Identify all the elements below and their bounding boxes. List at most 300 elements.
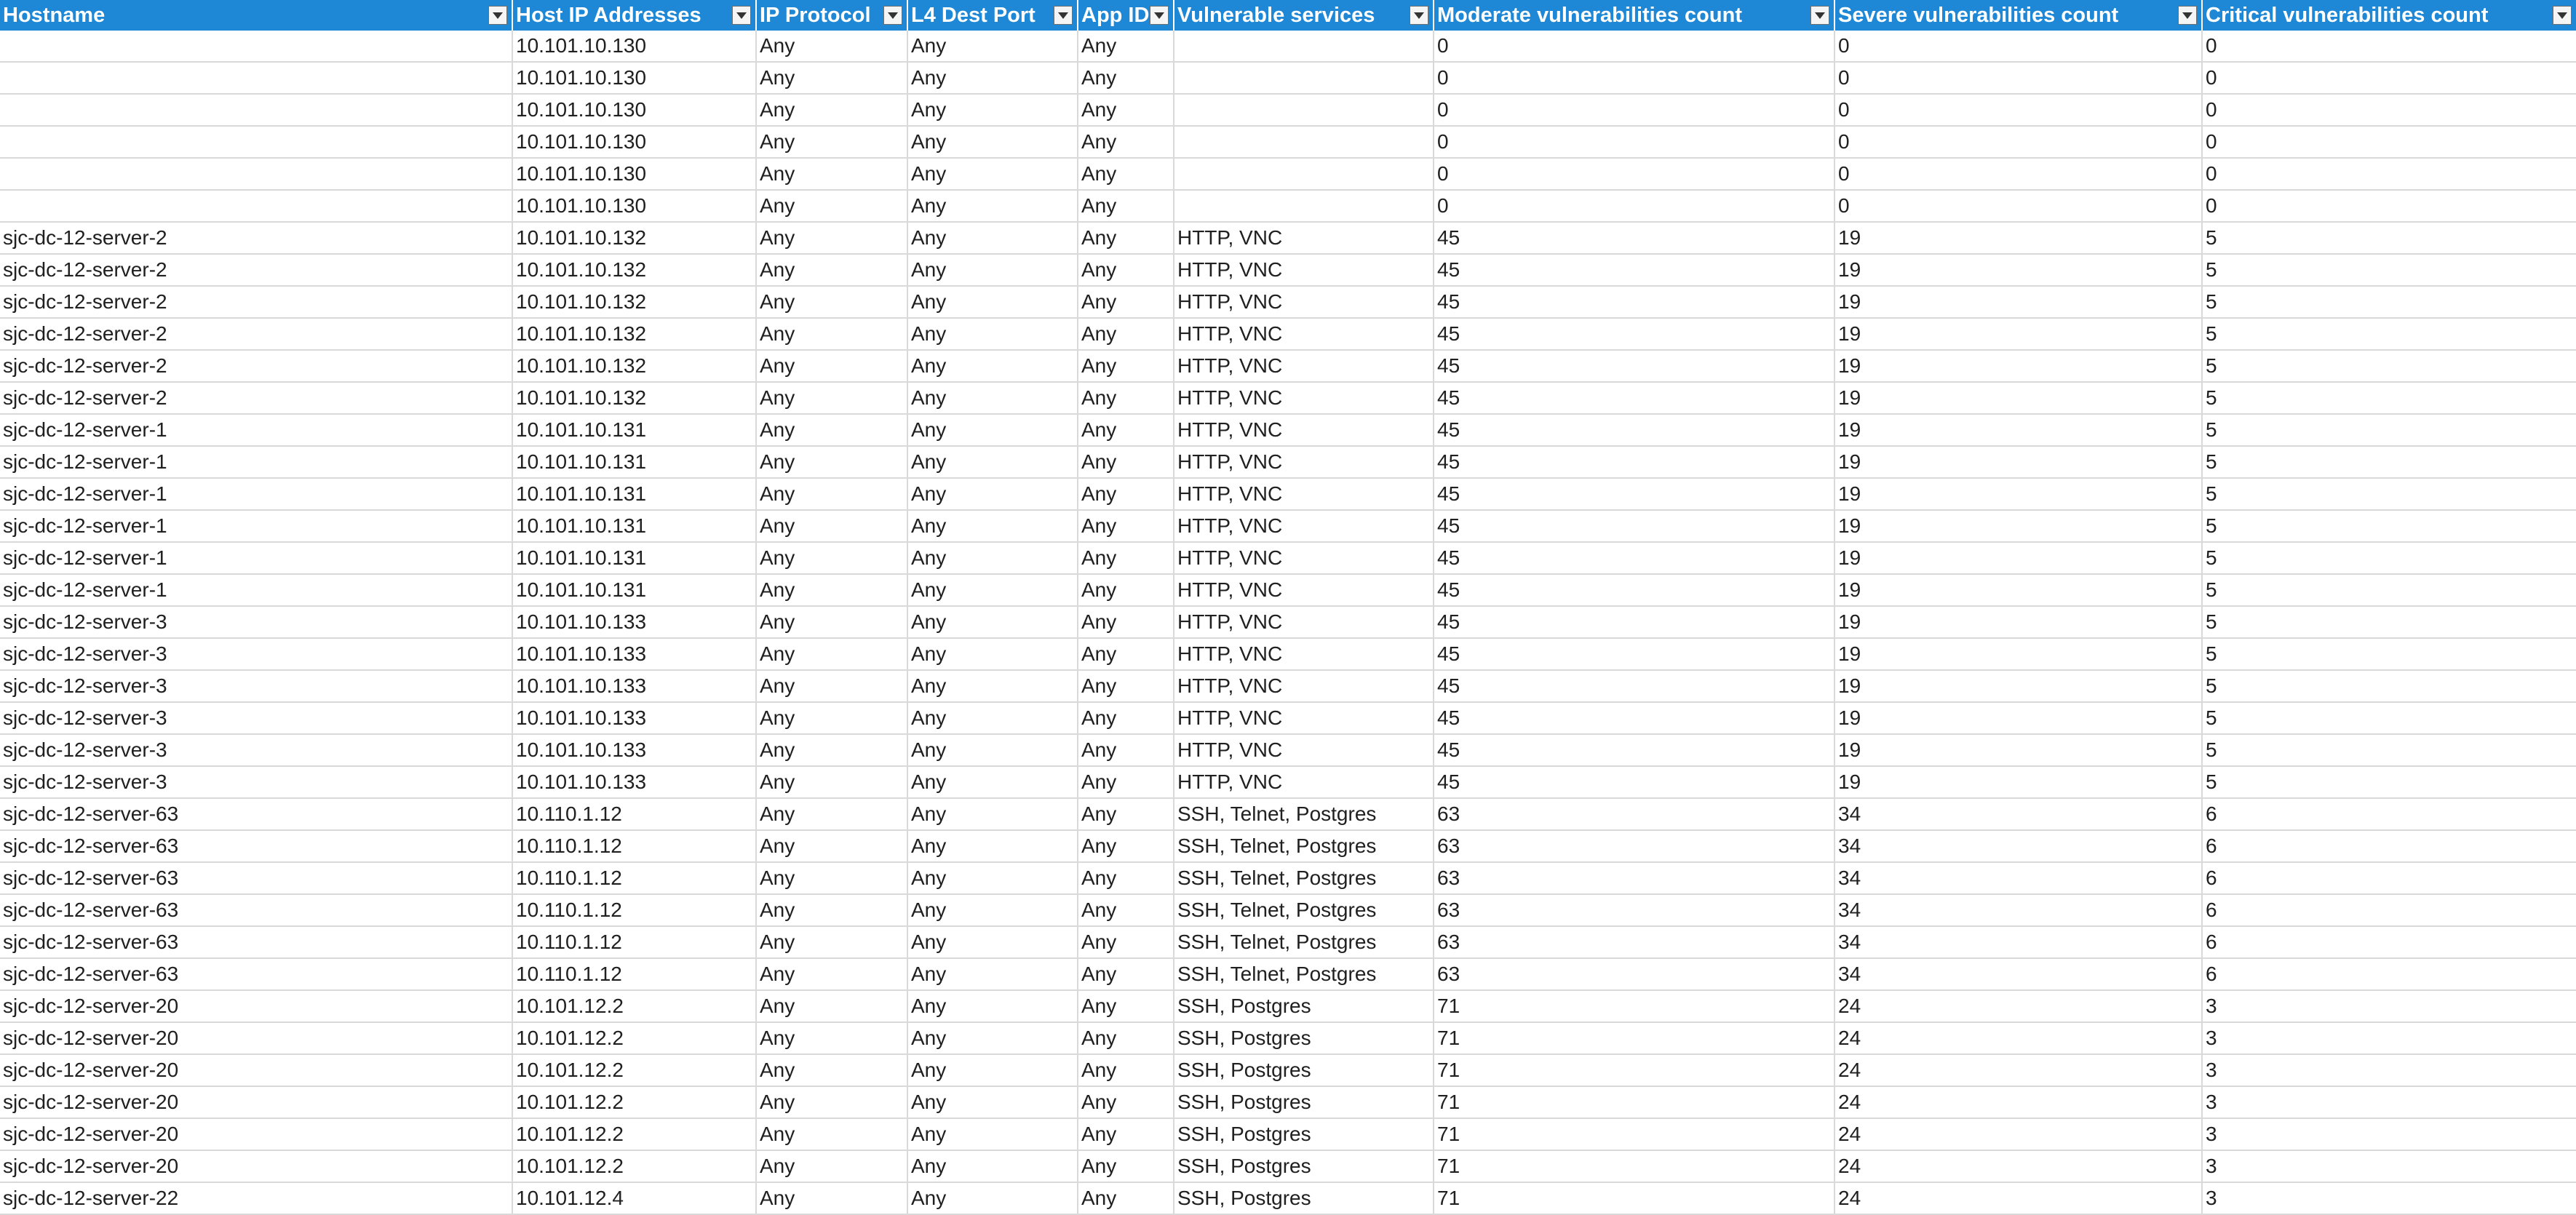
filter-dropdown-icon[interactable]: [732, 6, 751, 25]
table-cell[interactable]: Any: [757, 703, 908, 735]
table-cell[interactable]: Any: [1078, 1183, 1174, 1215]
table-cell[interactable]: 10.101.10.133: [513, 607, 757, 639]
table-cell[interactable]: 19: [1835, 255, 2203, 287]
table-cell[interactable]: Any: [1078, 351, 1174, 383]
table-cell[interactable]: 71: [1434, 1023, 1835, 1055]
table-cell[interactable]: 71: [1434, 1055, 1835, 1087]
table-cell[interactable]: [1174, 95, 1434, 127]
table-cell[interactable]: Any: [757, 1183, 908, 1215]
table-cell[interactable]: 3: [2203, 1055, 2576, 1087]
table-cell[interactable]: SSH, Telnet, Postgres: [1174, 927, 1434, 959]
table-cell[interactable]: 5: [2203, 543, 2576, 575]
table-cell[interactable]: [0, 127, 513, 159]
table-cell[interactable]: Any: [908, 1183, 1078, 1215]
table-cell[interactable]: HTTP, VNC: [1174, 575, 1434, 607]
table-cell[interactable]: 0: [1835, 159, 2203, 191]
table-cell[interactable]: Any: [1078, 1087, 1174, 1119]
table-cell[interactable]: 0: [2203, 159, 2576, 191]
table-cell[interactable]: [1174, 159, 1434, 191]
table-cell[interactable]: Any: [1078, 95, 1174, 127]
table-cell[interactable]: Any: [1078, 1151, 1174, 1183]
table-cell[interactable]: 10.110.1.12: [513, 927, 757, 959]
table-cell[interactable]: Any: [908, 1151, 1078, 1183]
table-cell[interactable]: SSH, Postgres: [1174, 1055, 1434, 1087]
table-cell[interactable]: Any: [1078, 735, 1174, 767]
table-cell[interactable]: 10.101.10.130: [513, 159, 757, 191]
table-cell[interactable]: 10.110.1.12: [513, 799, 757, 831]
table-cell[interactable]: Any: [757, 159, 908, 191]
table-cell[interactable]: 0: [1434, 31, 1835, 63]
table-cell[interactable]: Any: [757, 1151, 908, 1183]
table-cell[interactable]: sjc-dc-12-server-20: [0, 1055, 513, 1087]
table-cell[interactable]: 10.101.10.130: [513, 191, 757, 223]
table-cell[interactable]: 3: [2203, 1087, 2576, 1119]
table-cell[interactable]: 19: [1835, 383, 2203, 415]
table-cell[interactable]: 6: [2203, 799, 2576, 831]
table-cell[interactable]: Any: [757, 799, 908, 831]
table-cell[interactable]: Any: [757, 383, 908, 415]
table-cell[interactable]: Any: [908, 831, 1078, 863]
table-cell[interactable]: 0: [2203, 63, 2576, 95]
table-cell[interactable]: Any: [908, 927, 1078, 959]
table-cell[interactable]: Any: [1078, 607, 1174, 639]
table-cell[interactable]: 19: [1835, 415, 2203, 447]
table-cell[interactable]: 10.101.10.133: [513, 767, 757, 799]
table-cell[interactable]: 71: [1434, 1119, 1835, 1151]
table-cell[interactable]: Any: [908, 735, 1078, 767]
table-cell[interactable]: HTTP, VNC: [1174, 479, 1434, 511]
table-cell[interactable]: 63: [1434, 831, 1835, 863]
table-cell[interactable]: 0: [1835, 95, 2203, 127]
table-cell[interactable]: 24: [1835, 1087, 2203, 1119]
table-cell[interactable]: 45: [1434, 703, 1835, 735]
table-cell[interactable]: sjc-dc-12-server-2: [0, 223, 513, 255]
table-cell[interactable]: HTTP, VNC: [1174, 287, 1434, 319]
table-cell[interactable]: 3: [2203, 1183, 2576, 1215]
table-cell[interactable]: 10.101.10.133: [513, 735, 757, 767]
table-cell[interactable]: Any: [757, 927, 908, 959]
table-cell[interactable]: Any: [908, 639, 1078, 671]
table-cell[interactable]: SSH, Postgres: [1174, 1183, 1434, 1215]
table-cell[interactable]: [0, 95, 513, 127]
column-header-moderate-count[interactable]: [1434, 0, 1835, 31]
table-cell[interactable]: SSH, Postgres: [1174, 1119, 1434, 1151]
table-cell[interactable]: 45: [1434, 479, 1835, 511]
table-cell[interactable]: Any: [757, 831, 908, 863]
table-cell[interactable]: [0, 31, 513, 63]
table-cell[interactable]: 10.101.10.133: [513, 639, 757, 671]
column-header-ip-protocol[interactable]: [757, 0, 908, 31]
table-cell[interactable]: 10.101.10.131: [513, 511, 757, 543]
table-cell[interactable]: Any: [1078, 191, 1174, 223]
table-cell[interactable]: sjc-dc-12-server-2: [0, 383, 513, 415]
table-cell[interactable]: Any: [1078, 223, 1174, 255]
table-cell[interactable]: 71: [1434, 1151, 1835, 1183]
table-cell[interactable]: Any: [757, 639, 908, 671]
table-cell[interactable]: HTTP, VNC: [1174, 735, 1434, 767]
table-cell[interactable]: sjc-dc-12-server-20: [0, 1023, 513, 1055]
table-cell[interactable]: [0, 159, 513, 191]
table-cell[interactable]: Any: [908, 95, 1078, 127]
table-cell[interactable]: Any: [908, 607, 1078, 639]
table-cell[interactable]: HTTP, VNC: [1174, 671, 1434, 703]
table-cell[interactable]: Any: [1078, 319, 1174, 351]
table-cell[interactable]: 5: [2203, 351, 2576, 383]
table-cell[interactable]: 10.101.10.131: [513, 415, 757, 447]
table-cell[interactable]: Any: [757, 479, 908, 511]
table-cell[interactable]: 0: [1434, 159, 1835, 191]
table-cell[interactable]: 3: [2203, 991, 2576, 1023]
table-cell[interactable]: Any: [1078, 31, 1174, 63]
table-cell[interactable]: 0: [2203, 95, 2576, 127]
table-cell[interactable]: 5: [2203, 447, 2576, 479]
table-cell[interactable]: Any: [908, 383, 1078, 415]
table-cell[interactable]: sjc-dc-12-server-3: [0, 767, 513, 799]
table-cell[interactable]: 19: [1835, 671, 2203, 703]
table-cell[interactable]: 10.101.10.133: [513, 703, 757, 735]
table-cell[interactable]: Any: [1078, 479, 1174, 511]
table-cell[interactable]: sjc-dc-12-server-3: [0, 607, 513, 639]
table-cell[interactable]: sjc-dc-12-server-1: [0, 511, 513, 543]
filter-dropdown-icon[interactable]: [2178, 6, 2197, 25]
table-cell[interactable]: 45: [1434, 383, 1835, 415]
table-cell[interactable]: Any: [757, 959, 908, 991]
table-cell[interactable]: 0: [1835, 191, 2203, 223]
table-cell[interactable]: HTTP, VNC: [1174, 383, 1434, 415]
table-cell[interactable]: 19: [1835, 287, 2203, 319]
table-cell[interactable]: [1174, 127, 1434, 159]
table-cell[interactable]: 19: [1835, 543, 2203, 575]
table-cell[interactable]: sjc-dc-12-server-1: [0, 479, 513, 511]
table-cell[interactable]: 5: [2203, 415, 2576, 447]
table-cell[interactable]: Any: [1078, 127, 1174, 159]
table-cell[interactable]: Any: [908, 223, 1078, 255]
table-cell[interactable]: Any: [757, 447, 908, 479]
table-cell[interactable]: 10.101.10.131: [513, 575, 757, 607]
table-cell[interactable]: Any: [1078, 799, 1174, 831]
table-cell[interactable]: Any: [757, 31, 908, 63]
table-cell[interactable]: sjc-dc-12-server-2: [0, 319, 513, 351]
table-cell[interactable]: Any: [908, 415, 1078, 447]
table-cell[interactable]: 34: [1835, 895, 2203, 927]
table-cell[interactable]: 45: [1434, 255, 1835, 287]
table-cell[interactable]: 19: [1835, 223, 2203, 255]
table-cell[interactable]: 0: [1434, 95, 1835, 127]
table-cell[interactable]: 10.101.10.131: [513, 543, 757, 575]
table-cell[interactable]: Any: [757, 63, 908, 95]
table-cell[interactable]: 45: [1434, 671, 1835, 703]
table-cell[interactable]: 0: [2203, 31, 2576, 63]
table-cell[interactable]: 5: [2203, 639, 2576, 671]
table-cell[interactable]: 5: [2203, 671, 2576, 703]
table-cell[interactable]: 10.101.10.130: [513, 95, 757, 127]
table-cell[interactable]: [1174, 63, 1434, 95]
table-cell[interactable]: 10.101.10.132: [513, 287, 757, 319]
table-cell[interactable]: Any: [757, 127, 908, 159]
table-cell[interactable]: 19: [1835, 319, 2203, 351]
table-cell[interactable]: Any: [757, 991, 908, 1023]
table-cell[interactable]: 63: [1434, 895, 1835, 927]
table-cell[interactable]: HTTP, VNC: [1174, 607, 1434, 639]
table-cell[interactable]: 19: [1835, 575, 2203, 607]
table-cell[interactable]: 45: [1434, 287, 1835, 319]
table-cell[interactable]: 34: [1835, 959, 2203, 991]
table-cell[interactable]: SSH, Telnet, Postgres: [1174, 895, 1434, 927]
table-cell[interactable]: 0: [1434, 191, 1835, 223]
table-cell[interactable]: 45: [1434, 607, 1835, 639]
table-cell[interactable]: 10.101.10.133: [513, 671, 757, 703]
table-cell[interactable]: 34: [1835, 927, 2203, 959]
table-cell[interactable]: Any: [1078, 1055, 1174, 1087]
table-cell[interactable]: 5: [2203, 319, 2576, 351]
table-cell[interactable]: Any: [1078, 159, 1174, 191]
table-cell[interactable]: SSH, Telnet, Postgres: [1174, 863, 1434, 895]
table-cell[interactable]: Any: [908, 991, 1078, 1023]
table-cell[interactable]: Any: [757, 191, 908, 223]
table-cell[interactable]: 19: [1835, 447, 2203, 479]
column-header-critical-count[interactable]: [2203, 0, 2576, 31]
table-cell[interactable]: 24: [1835, 1055, 2203, 1087]
table-cell[interactable]: Any: [757, 351, 908, 383]
table-cell[interactable]: 0: [1434, 63, 1835, 95]
table-cell[interactable]: 6: [2203, 959, 2576, 991]
table-cell[interactable]: 19: [1835, 351, 2203, 383]
table-cell[interactable]: 71: [1434, 1087, 1835, 1119]
table-cell[interactable]: Any: [1078, 831, 1174, 863]
table-cell[interactable]: 6: [2203, 895, 2576, 927]
table-cell[interactable]: Any: [908, 703, 1078, 735]
table-cell[interactable]: sjc-dc-12-server-3: [0, 671, 513, 703]
table-cell[interactable]: sjc-dc-12-server-63: [0, 831, 513, 863]
table-cell[interactable]: 3: [2203, 1151, 2576, 1183]
table-cell[interactable]: Any: [908, 1087, 1078, 1119]
table-cell[interactable]: 5: [2203, 223, 2576, 255]
table-cell[interactable]: 10.101.12.4: [513, 1183, 757, 1215]
table-cell[interactable]: HTTP, VNC: [1174, 255, 1434, 287]
table-cell[interactable]: sjc-dc-12-server-22: [0, 1183, 513, 1215]
table-cell[interactable]: sjc-dc-12-server-1: [0, 575, 513, 607]
table-cell[interactable]: 5: [2203, 383, 2576, 415]
table-cell[interactable]: Any: [1078, 447, 1174, 479]
table-cell[interactable]: Any: [908, 63, 1078, 95]
table-cell[interactable]: 5: [2203, 767, 2576, 799]
table-cell[interactable]: 5: [2203, 703, 2576, 735]
filter-dropdown-icon[interactable]: [1410, 6, 1428, 25]
table-cell[interactable]: 0: [1434, 127, 1835, 159]
table-cell[interactable]: 10.110.1.12: [513, 863, 757, 895]
table-cell[interactable]: 10.101.10.130: [513, 127, 757, 159]
table-cell[interactable]: 5: [2203, 479, 2576, 511]
table-cell[interactable]: 45: [1434, 735, 1835, 767]
table-cell[interactable]: sjc-dc-12-server-1: [0, 543, 513, 575]
table-cell[interactable]: Any: [757, 1055, 908, 1087]
table-cell[interactable]: sjc-dc-12-server-63: [0, 895, 513, 927]
table-cell[interactable]: 71: [1434, 991, 1835, 1023]
table-cell[interactable]: HTTP, VNC: [1174, 351, 1434, 383]
table-cell[interactable]: Any: [1078, 863, 1174, 895]
table-cell[interactable]: 5: [2203, 511, 2576, 543]
table-cell[interactable]: 0: [2203, 127, 2576, 159]
table-cell[interactable]: 45: [1434, 223, 1835, 255]
column-header-severe-count[interactable]: [1835, 0, 2203, 31]
table-cell[interactable]: 45: [1434, 319, 1835, 351]
table-cell[interactable]: 24: [1835, 1119, 2203, 1151]
table-cell[interactable]: Any: [1078, 415, 1174, 447]
table-cell[interactable]: Any: [757, 607, 908, 639]
table-cell[interactable]: 19: [1835, 479, 2203, 511]
table-cell[interactable]: HTTP, VNC: [1174, 511, 1434, 543]
table-cell[interactable]: HTTP, VNC: [1174, 703, 1434, 735]
table-cell[interactable]: Any: [1078, 703, 1174, 735]
table-cell[interactable]: sjc-dc-12-server-20: [0, 991, 513, 1023]
table-cell[interactable]: SSH, Postgres: [1174, 1023, 1434, 1055]
table-cell[interactable]: HTTP, VNC: [1174, 223, 1434, 255]
table-cell[interactable]: sjc-dc-12-server-63: [0, 799, 513, 831]
table-cell[interactable]: Any: [1078, 255, 1174, 287]
table-cell[interactable]: HTTP, VNC: [1174, 319, 1434, 351]
table-cell[interactable]: SSH, Telnet, Postgres: [1174, 831, 1434, 863]
table-cell[interactable]: 5: [2203, 287, 2576, 319]
table-cell[interactable]: SSH, Postgres: [1174, 1151, 1434, 1183]
table-cell[interactable]: 6: [2203, 863, 2576, 895]
table-cell[interactable]: sjc-dc-12-server-2: [0, 287, 513, 319]
table-cell[interactable]: Any: [757, 1119, 908, 1151]
table-cell[interactable]: Any: [1078, 383, 1174, 415]
table-cell[interactable]: sjc-dc-12-server-2: [0, 351, 513, 383]
table-cell[interactable]: 10.101.12.2: [513, 1151, 757, 1183]
table-cell[interactable]: 63: [1434, 799, 1835, 831]
table-cell[interactable]: Any: [757, 863, 908, 895]
filter-dropdown-icon[interactable]: [1150, 6, 1169, 25]
table-cell[interactable]: 45: [1434, 351, 1835, 383]
column-header-host-ip-addresses[interactable]: [513, 0, 757, 31]
table-cell[interactable]: 45: [1434, 447, 1835, 479]
table-cell[interactable]: Any: [908, 799, 1078, 831]
table-cell[interactable]: sjc-dc-12-server-1: [0, 447, 513, 479]
table-cell[interactable]: Any: [757, 287, 908, 319]
table-cell[interactable]: Any: [1078, 511, 1174, 543]
table-cell[interactable]: Any: [757, 895, 908, 927]
column-header-app-id[interactable]: [1078, 0, 1174, 31]
table-cell[interactable]: [1174, 191, 1434, 223]
table-cell[interactable]: Any: [908, 863, 1078, 895]
table-cell[interactable]: 0: [1835, 31, 2203, 63]
table-cell[interactable]: 63: [1434, 959, 1835, 991]
table-cell[interactable]: sjc-dc-12-server-20: [0, 1151, 513, 1183]
table-cell[interactable]: SSH, Telnet, Postgres: [1174, 799, 1434, 831]
table-cell[interactable]: 10.101.12.2: [513, 1087, 757, 1119]
table-cell[interactable]: HTTP, VNC: [1174, 447, 1434, 479]
table-cell[interactable]: Any: [908, 159, 1078, 191]
table-cell[interactable]: Any: [757, 319, 908, 351]
table-cell[interactable]: 19: [1835, 735, 2203, 767]
table-cell[interactable]: Any: [908, 31, 1078, 63]
table-cell[interactable]: Any: [908, 959, 1078, 991]
table-cell[interactable]: Any: [908, 767, 1078, 799]
table-cell[interactable]: Any: [757, 223, 908, 255]
filter-dropdown-icon[interactable]: [2553, 6, 2572, 25]
table-cell[interactable]: Any: [1078, 575, 1174, 607]
table-cell[interactable]: 45: [1434, 639, 1835, 671]
table-cell[interactable]: 5: [2203, 607, 2576, 639]
table-cell[interactable]: sjc-dc-12-server-63: [0, 927, 513, 959]
table-cell[interactable]: 34: [1835, 863, 2203, 895]
filter-dropdown-icon[interactable]: [1054, 6, 1073, 25]
table-cell[interactable]: sjc-dc-12-server-3: [0, 639, 513, 671]
filter-dropdown-icon[interactable]: [883, 6, 902, 25]
table-cell[interactable]: 10.110.1.12: [513, 959, 757, 991]
table-cell[interactable]: 10.101.12.2: [513, 1119, 757, 1151]
table-cell[interactable]: 34: [1835, 799, 2203, 831]
table-cell[interactable]: 24: [1835, 1023, 2203, 1055]
table-cell[interactable]: 10.101.10.130: [513, 31, 757, 63]
table-cell[interactable]: 71: [1434, 1183, 1835, 1215]
table-cell[interactable]: Any: [908, 511, 1078, 543]
table-cell[interactable]: Any: [1078, 287, 1174, 319]
table-cell[interactable]: 5: [2203, 255, 2576, 287]
table-cell[interactable]: sjc-dc-12-server-63: [0, 863, 513, 895]
column-header-vulnerable-services[interactable]: [1174, 0, 1434, 31]
table-cell[interactable]: sjc-dc-12-server-63: [0, 959, 513, 991]
table-cell[interactable]: 34: [1835, 831, 2203, 863]
table-cell[interactable]: Any: [757, 1087, 908, 1119]
table-cell[interactable]: Any: [757, 735, 908, 767]
table-cell[interactable]: Any: [757, 543, 908, 575]
table-cell[interactable]: 10.101.10.132: [513, 255, 757, 287]
table-cell[interactable]: sjc-dc-12-server-3: [0, 735, 513, 767]
table-cell[interactable]: 10.101.10.132: [513, 319, 757, 351]
table-cell[interactable]: Any: [1078, 991, 1174, 1023]
table-cell[interactable]: 10.110.1.12: [513, 895, 757, 927]
table-cell[interactable]: SSH, Telnet, Postgres: [1174, 959, 1434, 991]
table-cell[interactable]: Any: [1078, 63, 1174, 95]
table-cell[interactable]: Any: [908, 1055, 1078, 1087]
table-cell[interactable]: 3: [2203, 1023, 2576, 1055]
table-cell[interactable]: Any: [908, 447, 1078, 479]
table-cell[interactable]: 3: [2203, 1119, 2576, 1151]
table-cell[interactable]: 19: [1835, 607, 2203, 639]
table-cell[interactable]: Any: [1078, 671, 1174, 703]
table-cell[interactable]: sjc-dc-12-server-2: [0, 255, 513, 287]
table-cell[interactable]: Any: [1078, 959, 1174, 991]
table-cell[interactable]: Any: [757, 671, 908, 703]
table-cell[interactable]: 6: [2203, 927, 2576, 959]
table-cell[interactable]: 0: [2203, 191, 2576, 223]
table-cell[interactable]: Any: [1078, 895, 1174, 927]
table-cell[interactable]: 10.101.10.131: [513, 479, 757, 511]
table-cell[interactable]: 19: [1835, 703, 2203, 735]
table-cell[interactable]: 6: [2203, 831, 2576, 863]
table-cell[interactable]: Any: [908, 127, 1078, 159]
table-cell[interactable]: Any: [908, 255, 1078, 287]
table-cell[interactable]: Any: [1078, 1023, 1174, 1055]
table-cell[interactable]: sjc-dc-12-server-20: [0, 1119, 513, 1151]
table-cell[interactable]: Any: [757, 575, 908, 607]
table-cell[interactable]: [1174, 31, 1434, 63]
table-cell[interactable]: 63: [1434, 863, 1835, 895]
table-cell[interactable]: 10.101.10.132: [513, 383, 757, 415]
table-cell[interactable]: HTTP, VNC: [1174, 639, 1434, 671]
table-cell[interactable]: Any: [908, 479, 1078, 511]
table-cell[interactable]: 10.110.1.12: [513, 831, 757, 863]
table-cell[interactable]: 5: [2203, 735, 2576, 767]
table-cell[interactable]: Any: [757, 415, 908, 447]
table-cell[interactable]: HTTP, VNC: [1174, 767, 1434, 799]
table-cell[interactable]: 0: [1835, 127, 2203, 159]
table-cell[interactable]: 5: [2203, 575, 2576, 607]
table-cell[interactable]: SSH, Postgres: [1174, 1087, 1434, 1119]
table-cell[interactable]: 19: [1835, 767, 2203, 799]
